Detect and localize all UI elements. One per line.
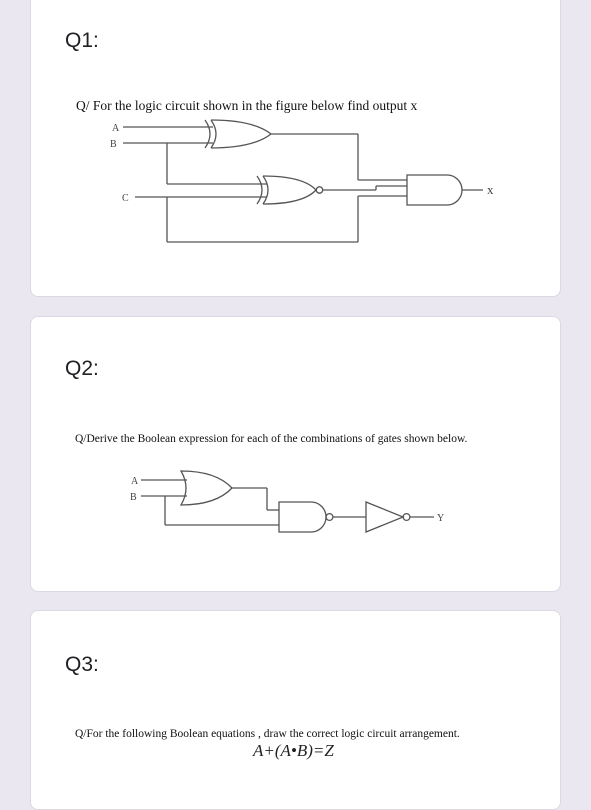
output-label-x: x (487, 182, 494, 197)
question-title: Q1: (65, 29, 99, 52)
boolean-equation: A+(A•B)=Z (253, 741, 334, 760)
question-card-3 (30, 610, 561, 810)
input-label-b: B (130, 492, 137, 503)
nand-gate (279, 502, 326, 532)
question-title: Q3: (65, 653, 99, 676)
input-label-a: A (112, 123, 120, 134)
question-text: Q/For the following Boolean equations , draw the correct logic circuit arrangement. (75, 728, 460, 740)
input-label-a: A (131, 476, 139, 487)
not-gate (366, 502, 403, 532)
xor-gate-1 (205, 120, 271, 148)
question-title: Q2: (65, 357, 99, 380)
logic-circuit-diagram (31, 317, 562, 593)
and-gate (407, 175, 462, 205)
question-card-1 (30, 0, 561, 297)
question-card-2 (30, 316, 561, 592)
logic-circuit-diagram (31, 0, 562, 291)
question-text: Q/Derive the Boolean expression for each of the combinations of gates shown below. (75, 433, 468, 445)
input-label-c: C (122, 193, 129, 204)
output-label-y: Y (437, 513, 445, 524)
xnor-gate (257, 176, 323, 204)
question-text: Q/ For the logic circuit shown in the figure below find output x (76, 98, 418, 113)
input-label-b: B (110, 139, 117, 150)
or-gate (181, 471, 232, 505)
